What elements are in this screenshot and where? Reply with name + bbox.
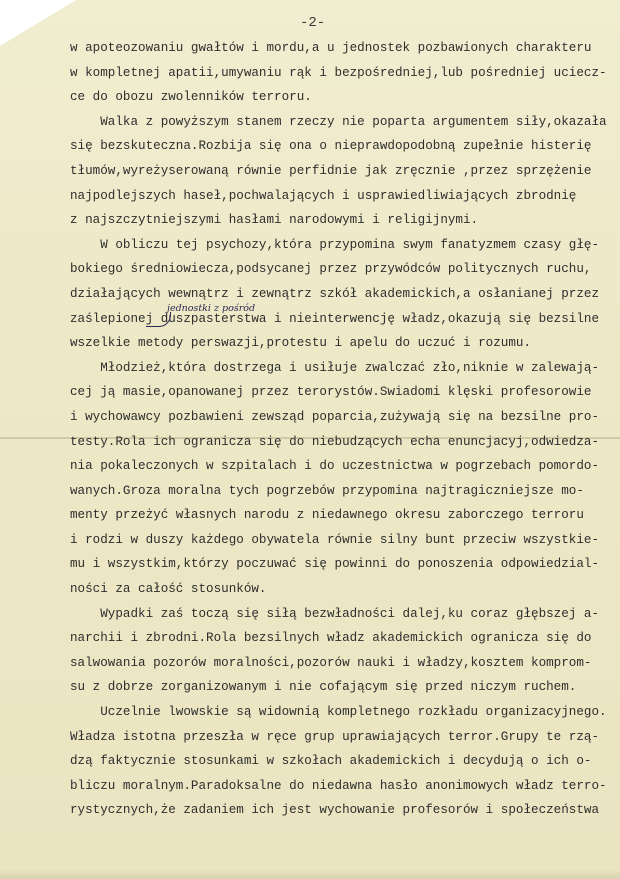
text-line: mu i wszystkim,którzy poczuwać się powinni do ponoszenia odpowiedzial- <box>70 557 600 572</box>
text-line: tłumów,wyreżyserowaną równie perfidnie jak zręcznie ,przez sprzężenie <box>70 163 592 178</box>
text-line: cej ją masie,opanowanej przez terorystów.Swiadomi klęski profesorowie <box>70 385 592 400</box>
page-bottom-edge <box>0 869 620 879</box>
text-line: zaślepionej duszpasterstwa i nieinterwencję władz,okazują się bezsilne <box>70 311 600 326</box>
text-line: Wypadki zaś toczą się siłą bezwładności dalej,ku coraz głębszej a- <box>70 606 600 621</box>
paragraph <box>70 233 600 356</box>
paragraph <box>70 36 607 110</box>
text-line: W obliczu tej psychozy,która przypomina swym fanatyzmem czasy głę- <box>70 237 600 252</box>
text-line: su z dobrze zorganizowanym i nie cofającym się przed niczym ruchem. <box>70 680 577 695</box>
text-line: narchii i zbrodni.Rola bezsilnych władz akademickich ogranicza się do <box>70 631 592 646</box>
page-number: -2- <box>300 15 326 31</box>
text-line: ce do obozu zwolenników terroru. <box>70 90 312 105</box>
text-line: Młodzież,która dostrzega i usiłuje zwalczać zło,niknie w zalewają- <box>70 360 600 375</box>
text-line: bliczu moralnym.Paradoksalne do niedawna hasło anonimowych władz terro- <box>70 778 607 793</box>
text-line: rystycznych,że zadaniem ich jest wychowanie profesorów i społeczeństwa <box>70 803 600 818</box>
text-line: Władza istotna przeszła w ręce grup uprawiających terror.Grupy te rzą- <box>70 729 600 744</box>
text-line: w apoteozowaniu gwałtów i mordu,a u jednostek pozbawionych charakteru <box>70 41 592 55</box>
text-line: testy.Rola ich ogranicza się do niebudzących echa enuncjacyj,odwiedza- <box>70 434 600 449</box>
text-line: wanych.Groza moralna tych pogrzebów przypomina najtragiczniejsze mo- <box>70 483 584 498</box>
text-line: wszelkie metody perswazji,protestu i apelu do uczuć i rozumu. <box>70 336 532 351</box>
text-line: ności za całość stosunków. <box>70 582 267 597</box>
handwritten-annotation: jednostki z pośród <box>167 303 256 314</box>
text-line: salwowania pozorów moralności,pozorów nauki i władzy,kosztem komprom- <box>70 655 592 670</box>
folded-corner <box>0 0 76 46</box>
text-line: Uczelnie lwowskie są widownią kompletnego rozkładu organizacyjnego. <box>70 705 607 720</box>
paragraph <box>70 602 600 700</box>
paragraph <box>70 356 600 602</box>
text-line: z najszczytniejszymi hasłami narodowymi i religijnymi. <box>70 213 479 228</box>
text-line: najpodlejszych haseł,pochwalających i usprawiedliwiających zbrodnię <box>70 188 577 203</box>
text-line: bokiego średniowiecza,podsycanej przez przywódców politycznych ruchu, <box>70 262 592 277</box>
text-line: Walka z powyższym stanem rzeczy nie poparta argumentem siły,okazała <box>70 114 607 129</box>
text-line: nia pokaleczonych w szpitalach i do uczestnictwa w pogrzebach pomordo- <box>70 459 600 474</box>
text-line: i rodzi w duszy każdego obywatela równie silny bunt przeciw wszystkie- <box>70 532 600 547</box>
typed-text-body <box>70 36 607 823</box>
paragraph <box>70 110 607 233</box>
text-line: w kompletnej apatii,umywaniu rąk i bezpośredniej,lub pośredniej uciecz- <box>70 65 607 80</box>
text-line: i wychowawcy pozbawieni zewsząd poparcia,zużywają się na bezsilne pro- <box>70 409 600 424</box>
text-line: działających wewnątrz i zewnątrz szkół akademickich,a osłanianej przez <box>70 286 600 301</box>
text-line: się bezskuteczna.Rozbija się ona o nieprawdopodobną zupełnie histerię <box>70 139 592 154</box>
paragraph <box>70 700 607 823</box>
text-line: dzą faktycznie stosunkami w szkołach akademickich i decydują o ich o- <box>70 754 592 769</box>
text-line: menty przeżyć własnych narodu z niedawnego okresu zaborczego terroru <box>70 508 584 523</box>
